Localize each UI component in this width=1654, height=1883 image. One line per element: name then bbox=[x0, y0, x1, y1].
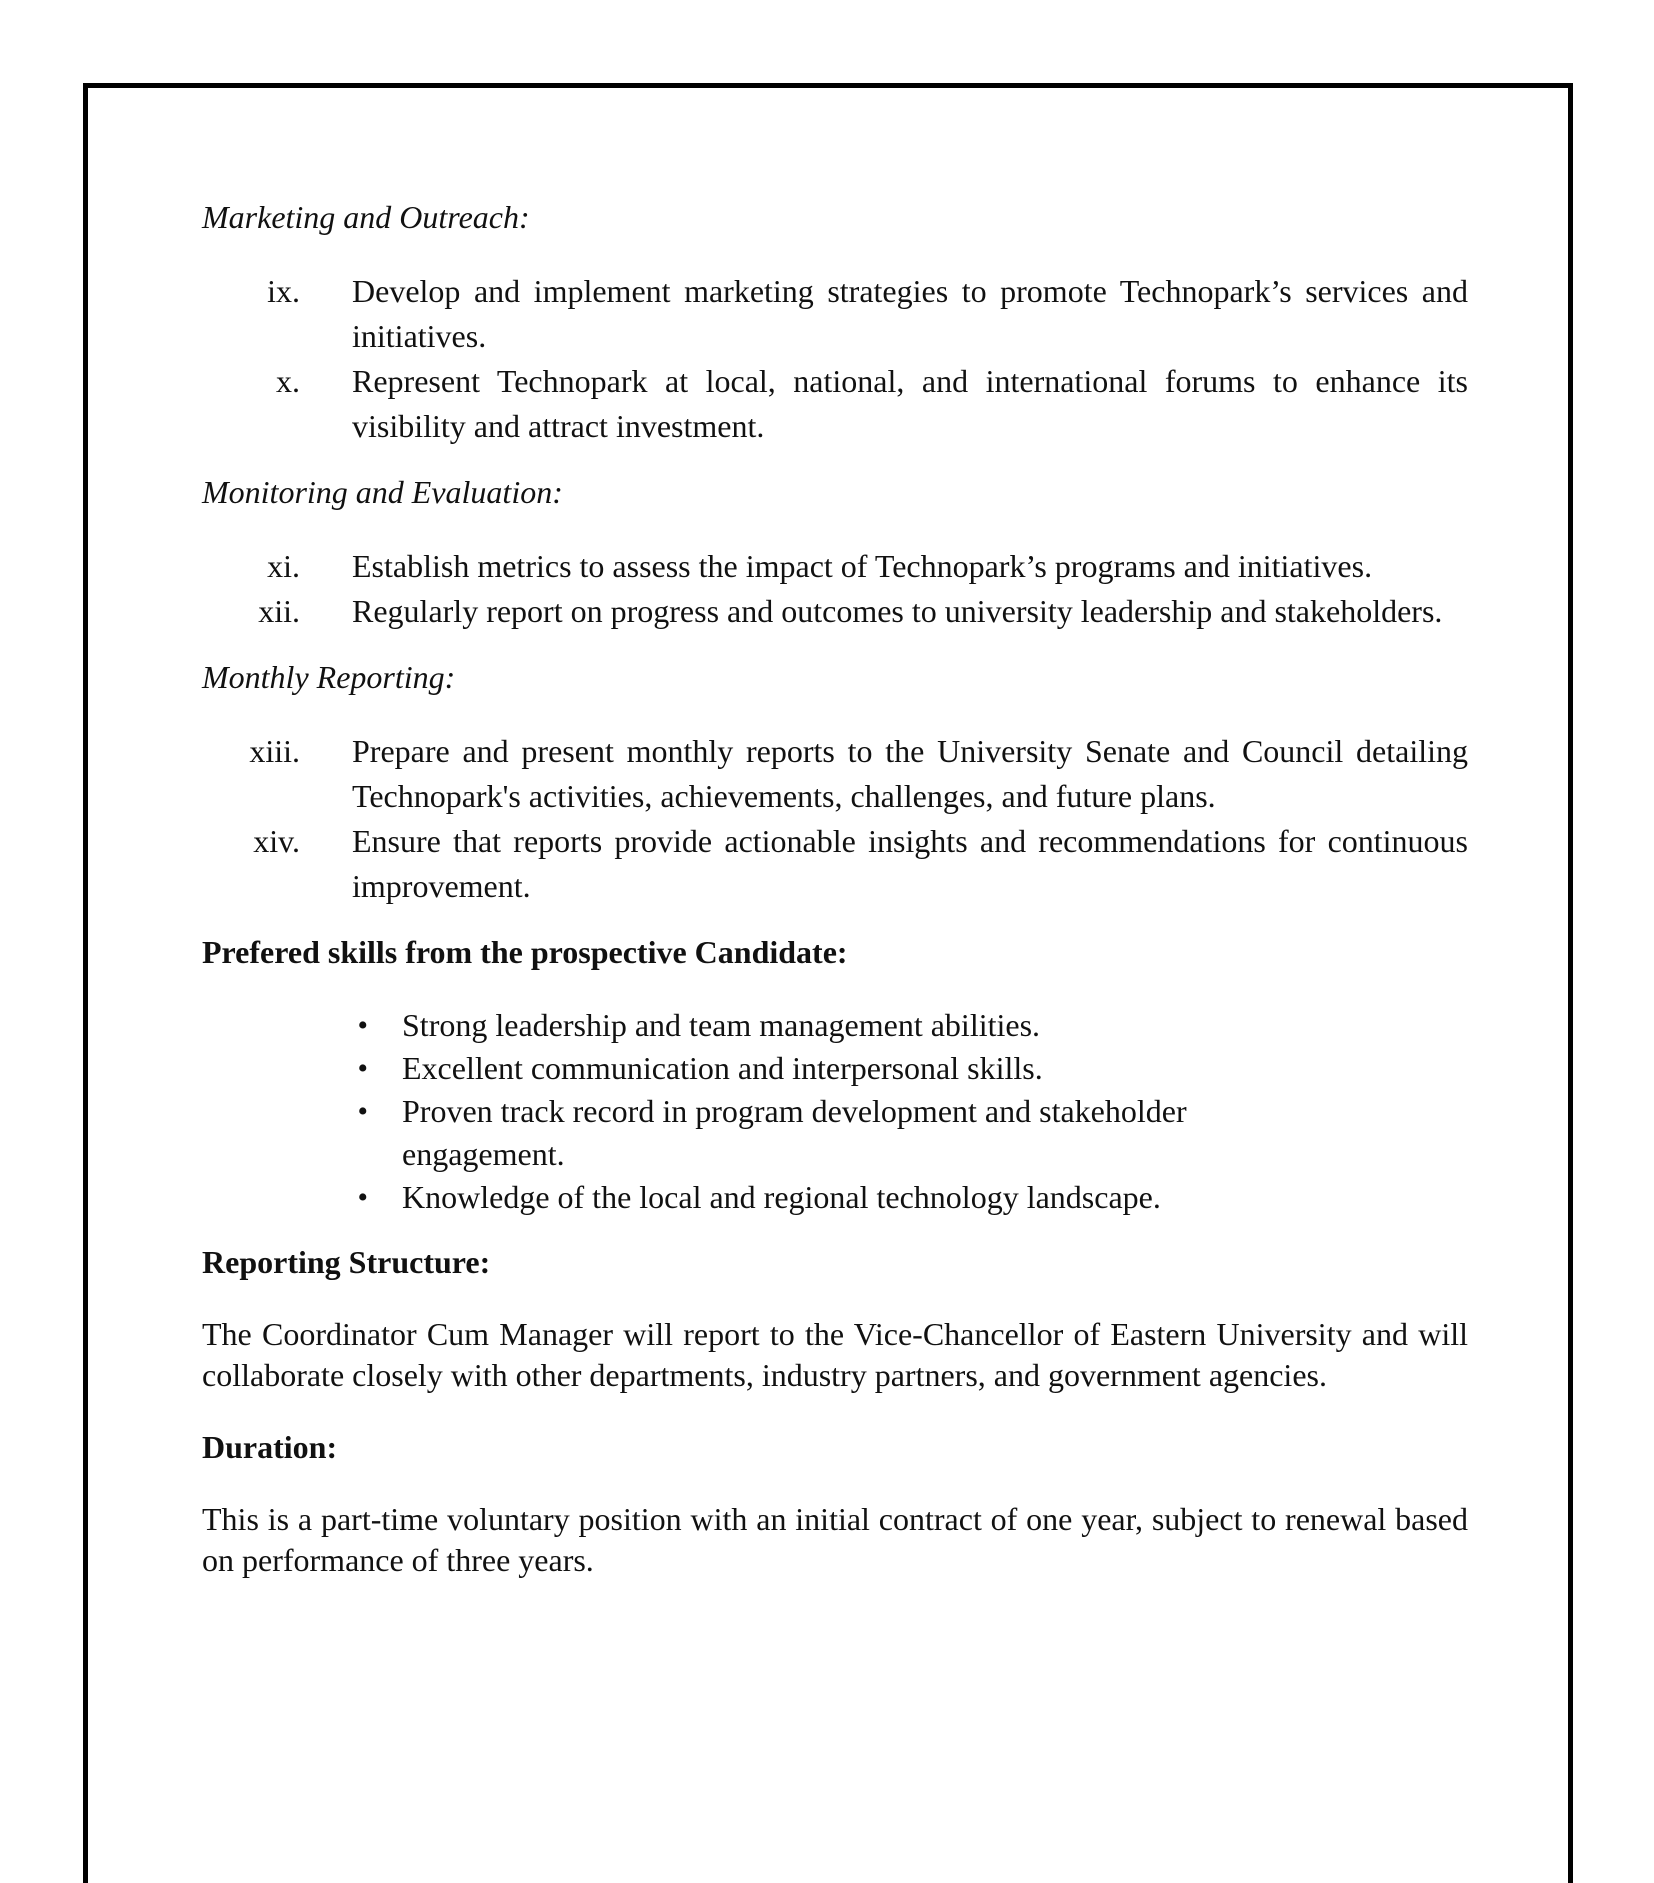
list-item bbox=[202, 589, 1468, 634]
list-item-text: Proven track record in program development and stakeholder engagement. bbox=[402, 1093, 1187, 1172]
list-item bbox=[202, 544, 1468, 589]
monthly-reporting-heading: Monthly Reporting: bbox=[202, 659, 456, 695]
marketing-list bbox=[202, 269, 1468, 449]
list-item bbox=[202, 359, 1468, 449]
reporting-structure-paragraph: The Coordinator Cum Manager will report to the Vice-Chancellor of Eastern University and will collaborate closely with other departments, industry partners, and government agencies. bbox=[202, 1316, 1468, 1393]
skills-list bbox=[202, 1004, 1468, 1219]
monthly-reporting-list bbox=[202, 729, 1468, 909]
duration-paragraph: This is a part-time voluntary position with an initial contract of one year, subject to renewal based on performance of three years. bbox=[202, 1501, 1468, 1578]
list-item bbox=[202, 819, 1468, 909]
list-item bbox=[202, 1176, 1468, 1219]
list-item-text: Strong leadership and team management abilities. bbox=[402, 1007, 1041, 1043]
list-marker: xiv. bbox=[253, 823, 300, 859]
list-item bbox=[202, 1004, 1468, 1047]
list-item bbox=[202, 729, 1468, 819]
list-item bbox=[202, 269, 1468, 359]
list-item bbox=[202, 1047, 1468, 1090]
bullet-icon: • bbox=[357, 1052, 368, 1085]
list-item bbox=[202, 1090, 1468, 1176]
list-item-text: Excellent communication and interpersonal skills. bbox=[402, 1050, 1043, 1086]
list-marker: xiii. bbox=[249, 733, 300, 769]
list-item-text: Represent Technopark at local, national, and international forums to enhance its visibility and attract investment. bbox=[352, 363, 1468, 444]
skills-heading: Prefered skills from the prospective Candidate: bbox=[202, 934, 848, 970]
bullet-icon: • bbox=[357, 1095, 368, 1128]
list-item-text: Develop and implement marketing strategies to promote Technopark’s services and initiatives. bbox=[352, 273, 1468, 354]
list-item-text: Knowledge of the local and regional technology landscape. bbox=[402, 1179, 1161, 1215]
list-item-text: Prepare and present monthly reports to the University Senate and Council detailing Technopark's activities, achievements, challenges, and future plans. bbox=[352, 733, 1468, 814]
list-item-text: Regularly report on progress and outcomes to university leadership and stakeholders. bbox=[352, 593, 1443, 629]
list-marker: x. bbox=[276, 363, 300, 399]
monitoring-heading: Monitoring and Evaluation: bbox=[202, 474, 563, 510]
list-marker: ix. bbox=[267, 273, 300, 309]
document-content bbox=[202, 195, 1468, 1610]
marketing-heading: Marketing and Outreach: bbox=[202, 199, 530, 235]
list-item-text: Ensure that reports provide actionable insights and recommendations for continuous improvement. bbox=[352, 823, 1468, 904]
monitoring-list bbox=[202, 544, 1468, 634]
list-item-text: Establish metrics to assess the impact of Technopark’s programs and initiatives. bbox=[352, 548, 1373, 584]
list-marker: xi. bbox=[267, 548, 300, 584]
list-marker: xii. bbox=[258, 593, 300, 629]
bullet-icon: • bbox=[357, 1181, 368, 1214]
bullet-icon: • bbox=[357, 1009, 368, 1042]
duration-heading: Duration: bbox=[202, 1429, 338, 1465]
reporting-structure-heading: Reporting Structure: bbox=[202, 1244, 491, 1280]
